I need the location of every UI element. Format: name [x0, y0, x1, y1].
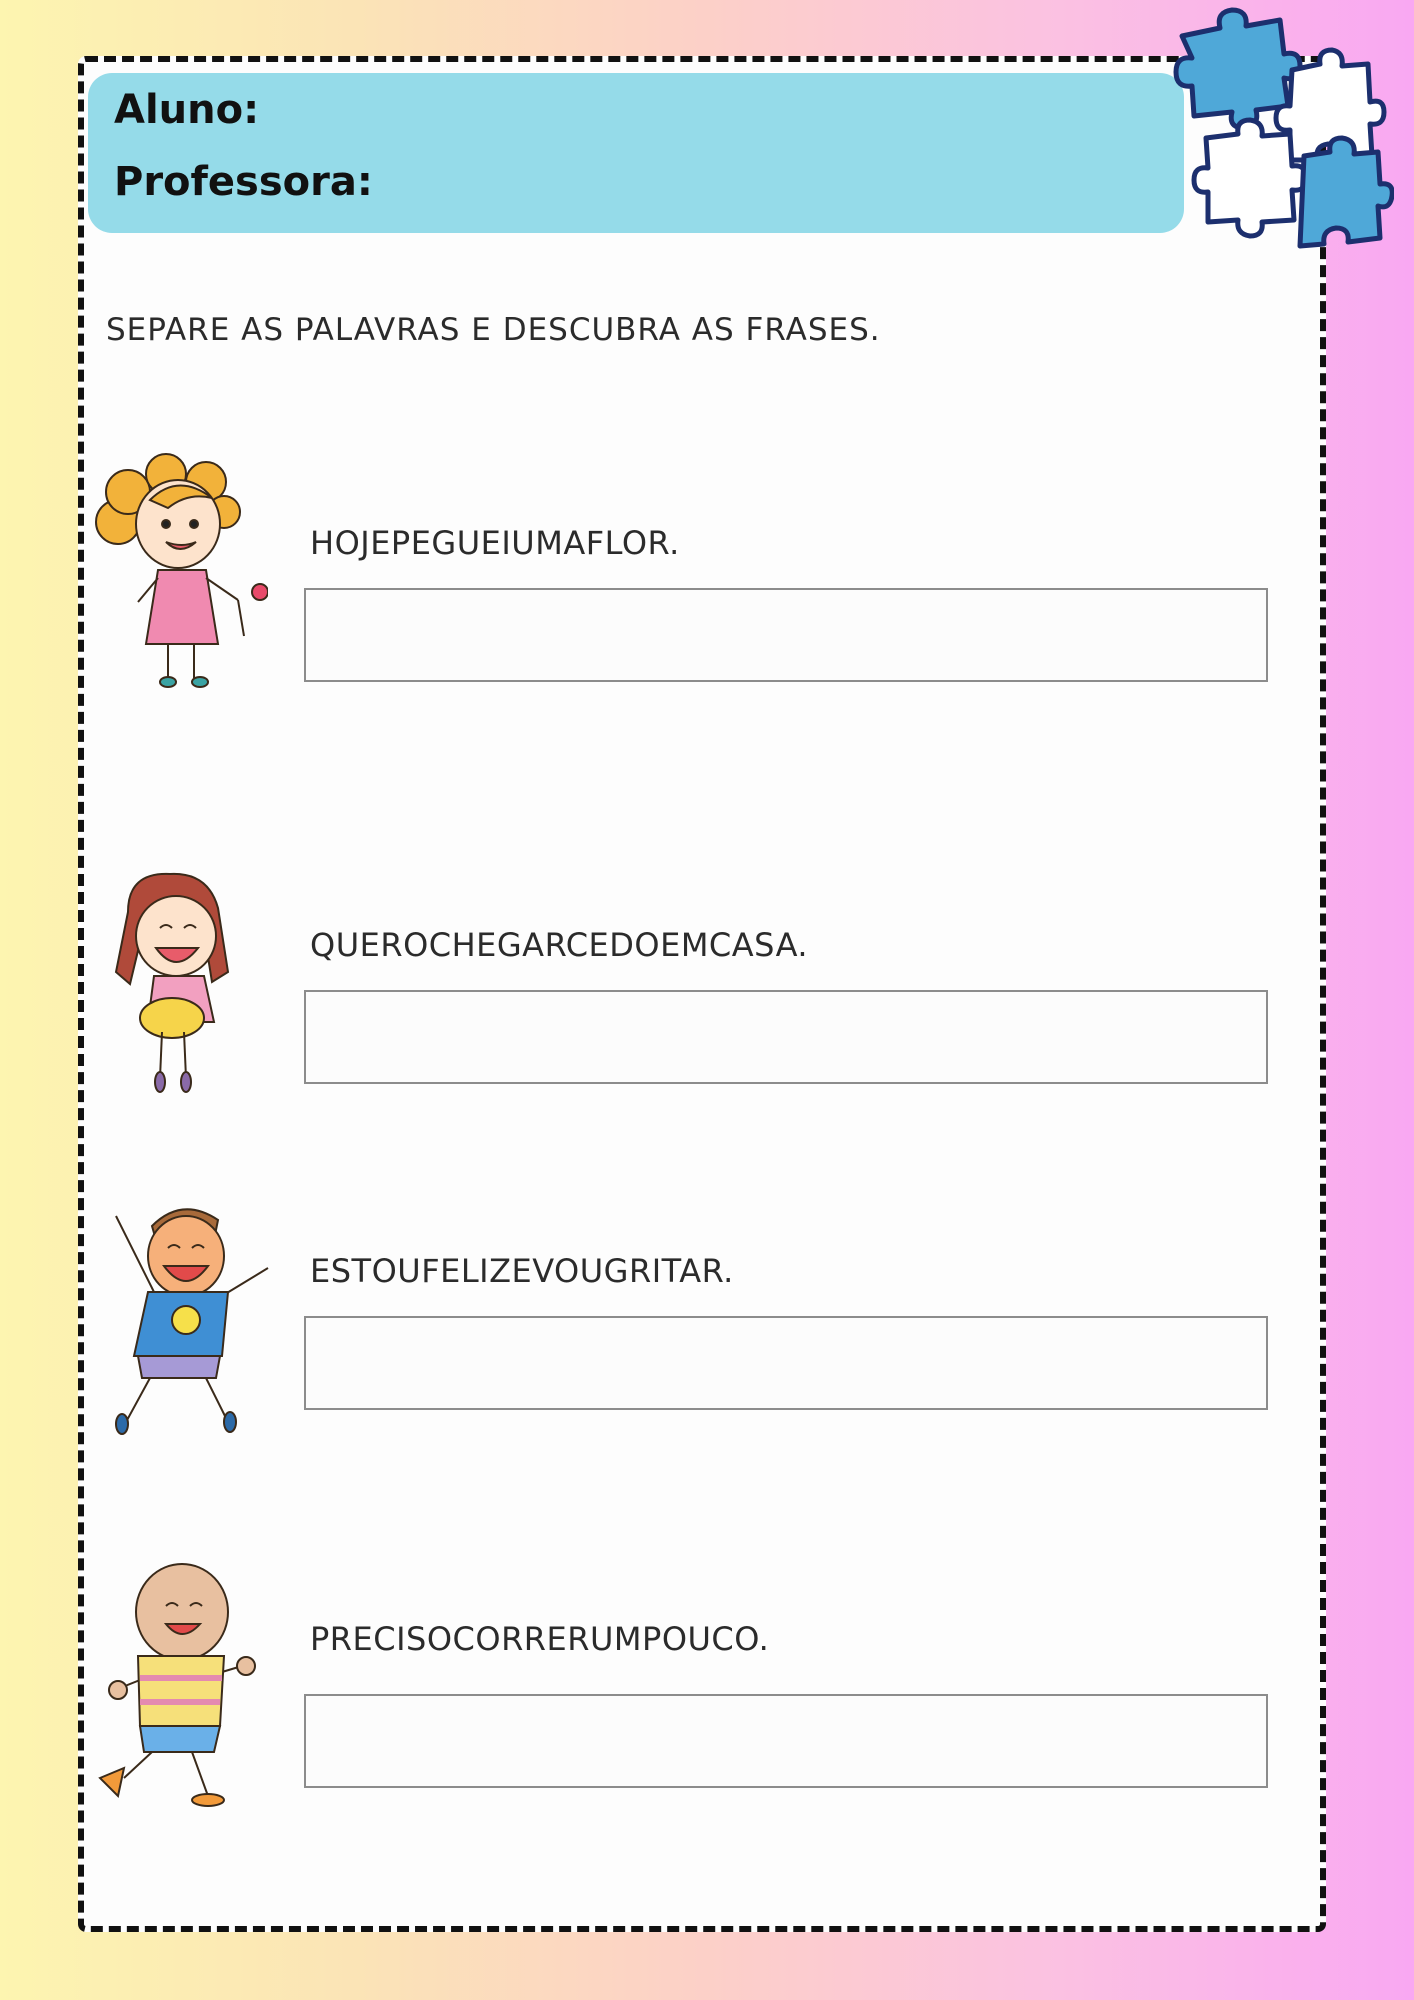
- boy-jumping-illustration: [102, 1196, 277, 1436]
- sentence-3: ESTOUFELIZEVOUGRITAR.: [310, 1252, 734, 1290]
- sentence-1: HOJEPEGUEIUMAFLOR.: [310, 524, 680, 562]
- answer-box-4[interactable]: [304, 1694, 1268, 1788]
- answer-box-2[interactable]: [304, 990, 1268, 1084]
- girl-with-flower-illustration: [88, 452, 268, 692]
- answer-box-1[interactable]: [304, 588, 1268, 682]
- instruction-text: SEPARE AS PALAVRAS E DESCUBRA AS FRASES.: [106, 312, 881, 348]
- puzzle-pieces-icon: [1172, 6, 1394, 256]
- sentence-4: PRECISOCORRERUMPOUCO.: [310, 1620, 770, 1658]
- answer-box-3[interactable]: [304, 1316, 1268, 1410]
- girl-laughing-illustration: [108, 872, 248, 1097]
- teacher-label: Professora:: [114, 159, 373, 205]
- sentence-2: QUEROCHEGARCEDOEMCASA.: [310, 926, 809, 964]
- student-label: Aluno:: [114, 87, 260, 133]
- boy-running-illustration: [96, 1556, 266, 1811]
